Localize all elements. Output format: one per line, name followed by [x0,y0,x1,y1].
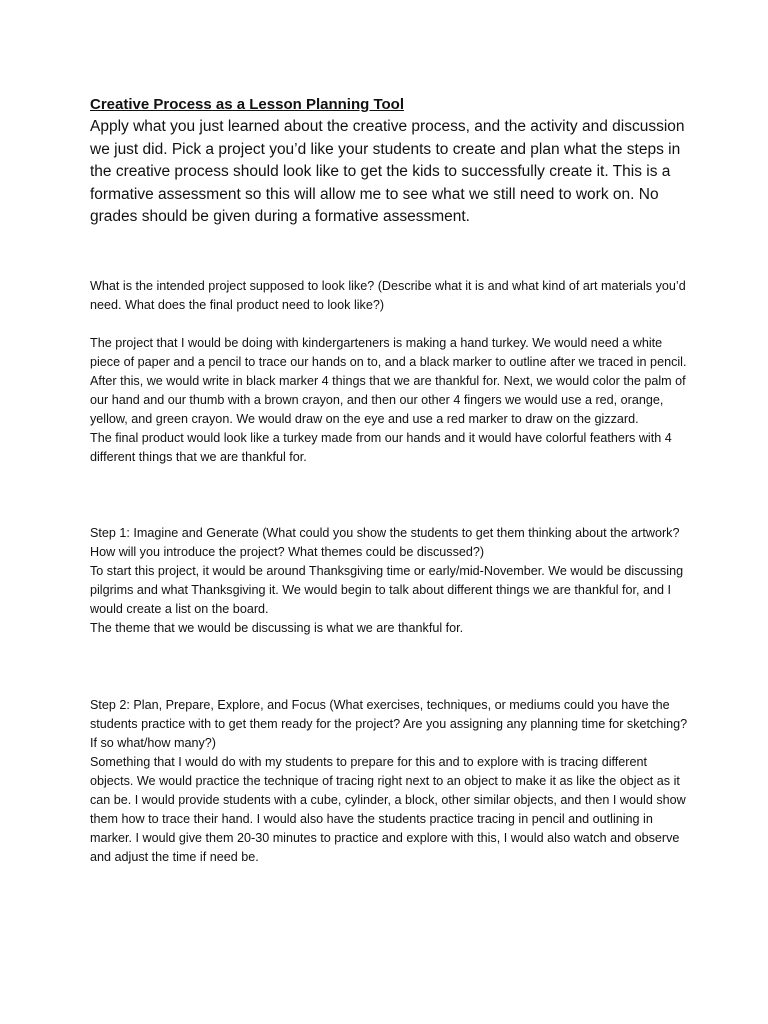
section-prompt: Step 2: Plan, Prepare, Explore, and Focus (What exercises, techniques, or mediums could you have the students practice with to get them ready for the project? Are you assigning any planning time for sketching? If so what/how many?) [90,697,688,750]
section-step-1 [90,524,688,638]
section-answer: The project that I would be doing with kindergarteners is making a hand turkey. We would need a white piece of paper and a pencil to trace our hands on to, and a black marker to outline after we traced in pencil. After this, we would write in black marker 4 things that we are thankful for. Next, we would color the palm of our hand and our thumb with a brown crayon, and then our other 4 fingers we would use a red, orange, yellow, and green crayon. We would draw on the eye and use a red marker to draw on the gizzard. [90,335,687,426]
section-answer: To start this project, it would be around Thanksgiving time or early/mid-November. We would be discussing pilgrims and what Thanksgiving it. We would begin to talk about different things we are thankful for, and I would create a list on the board. [90,563,684,616]
spacer [90,638,688,696]
document-title: Creative Process as a Lesson Planning Tool [90,96,404,113]
spacer [90,315,688,334]
intro-paragraph: Apply what you just learned about the creative process, and the activity and discussion we just did. Pick a project you’d like your students to create and plan what the steps in the creative process should look like to get the kids to successfully create it. This is a formative assessment so this will allow me to see what we still need to work on. No grades should be given during a formative assessment. [90,118,685,225]
section-answer: Something that I would do with my students to prepare for this and to explore with is tracing different objects. We would practice the technique of tracing right next to an object to make it as like the object as it can be. I would provide students with a cube, cylinder, a block, other similar objects, and then I would show them how to trace their hand. I would also have the students practice tracing in pencil and outlining in marker. I would give them 20-30 minutes to practice and explore with this, I would also watch and observe and adjust the time if need be. [90,754,686,864]
section-step-2 [90,696,688,867]
section-answer: The final product would look like a turkey made from our hands and it would have colorful feathers with 4 different things that we are thankful for. [90,430,672,464]
section-answer: The theme that we would be discussing is what we are thankful for. [90,620,464,635]
section-prompt: Step 1: Imagine and Generate (What could you show the students to get them thinking about the artwork? How will you introduce the project? What themes could be discussed?) [90,525,680,559]
spacer [90,467,688,524]
section-project-description [90,277,688,467]
spacer [90,229,688,277]
section-prompt: What is the intended project supposed to look like? (Describe what it is and what kind of art materials you’d need. What does the final product need to look like?) [90,278,686,312]
